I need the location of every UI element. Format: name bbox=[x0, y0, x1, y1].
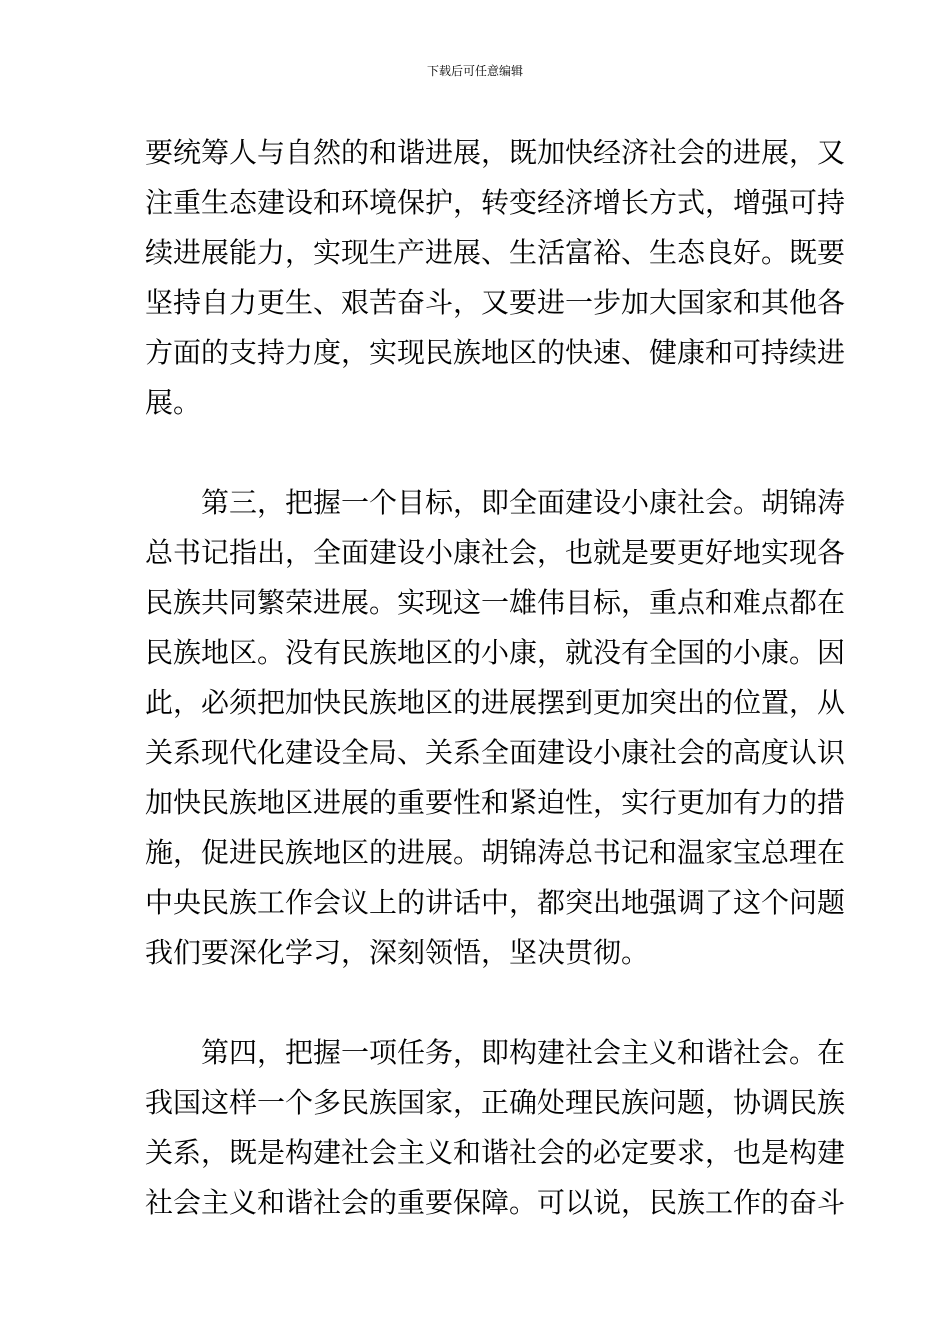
text-line: 续进展能力，实现生产进展、生活富裕、生态良好。既要 bbox=[145, 236, 846, 269]
text-line: 第四，把握一项任务，即构建社会主义和谐社会。在 bbox=[201, 1036, 846, 1069]
paragraph-3 bbox=[145, 1028, 846, 1228]
text-line: 施，促进民族地区的进展。胡锦涛总书记和温家宝总理在 bbox=[145, 836, 846, 869]
paragraph-gap bbox=[145, 978, 805, 1028]
text-line: 要统筹人与自然的和谐进展，既加快经济社会的进展，又 bbox=[145, 136, 846, 169]
text-line: 总书记指出，全面建设小康社会，也就是要更好地实现各 bbox=[145, 536, 846, 569]
page-header: 下载后可任意编辑 bbox=[426, 64, 523, 78]
text-line: 我们要深化学习，深刻领悟，坚决贯彻。 bbox=[145, 936, 650, 969]
paragraph-1 bbox=[145, 128, 846, 428]
text-line: 民族共同繁荣进展。实现这一雄伟目标，重点和难点都在 bbox=[145, 586, 846, 619]
text-line: 注重生态建设和环境保护，转变经济增长方式，增强可持 bbox=[145, 186, 846, 219]
text-line: 关系现代化建设全局、关系全面建设小康社会的高度认识 bbox=[145, 736, 846, 769]
paragraph-2 bbox=[145, 478, 846, 978]
text-line: 此，必须把加快民族地区的进展摆到更加突出的位置，从 bbox=[145, 686, 846, 719]
text-line: 关系，既是构建社会主义和谐社会的必定要求，也是构建 bbox=[145, 1136, 846, 1169]
text-line: 民族地区。没有民族地区的小康，就没有全国的小康。因 bbox=[145, 636, 846, 669]
text-line: 展。 bbox=[145, 386, 202, 419]
text-line: 社会主义和谐社会的重要保障。可以说，民族工作的奋斗 bbox=[145, 1186, 846, 1219]
text-line: 我国这样一个多民族国家，正确处理民族问题，协调民族 bbox=[145, 1086, 846, 1119]
text-line: 加快民族地区进展的重要性和紧迫性，实行更加有力的措 bbox=[145, 786, 846, 819]
text-line: 第三，把握一个目标，即全面建设小康社会。胡锦涛 bbox=[201, 486, 846, 519]
text-line: 中央民族工作会议上的讲话中，都突出地强调了这个问题 bbox=[145, 886, 846, 919]
document-body bbox=[145, 128, 846, 1228]
text-line: 方面的支持力度，实现民族地区的快速、健康和可持续进 bbox=[145, 336, 846, 369]
text-line: 坚持自力更生、艰苦奋斗，又要进一步加大国家和其他各 bbox=[145, 286, 846, 319]
paragraph-gap bbox=[145, 428, 805, 478]
